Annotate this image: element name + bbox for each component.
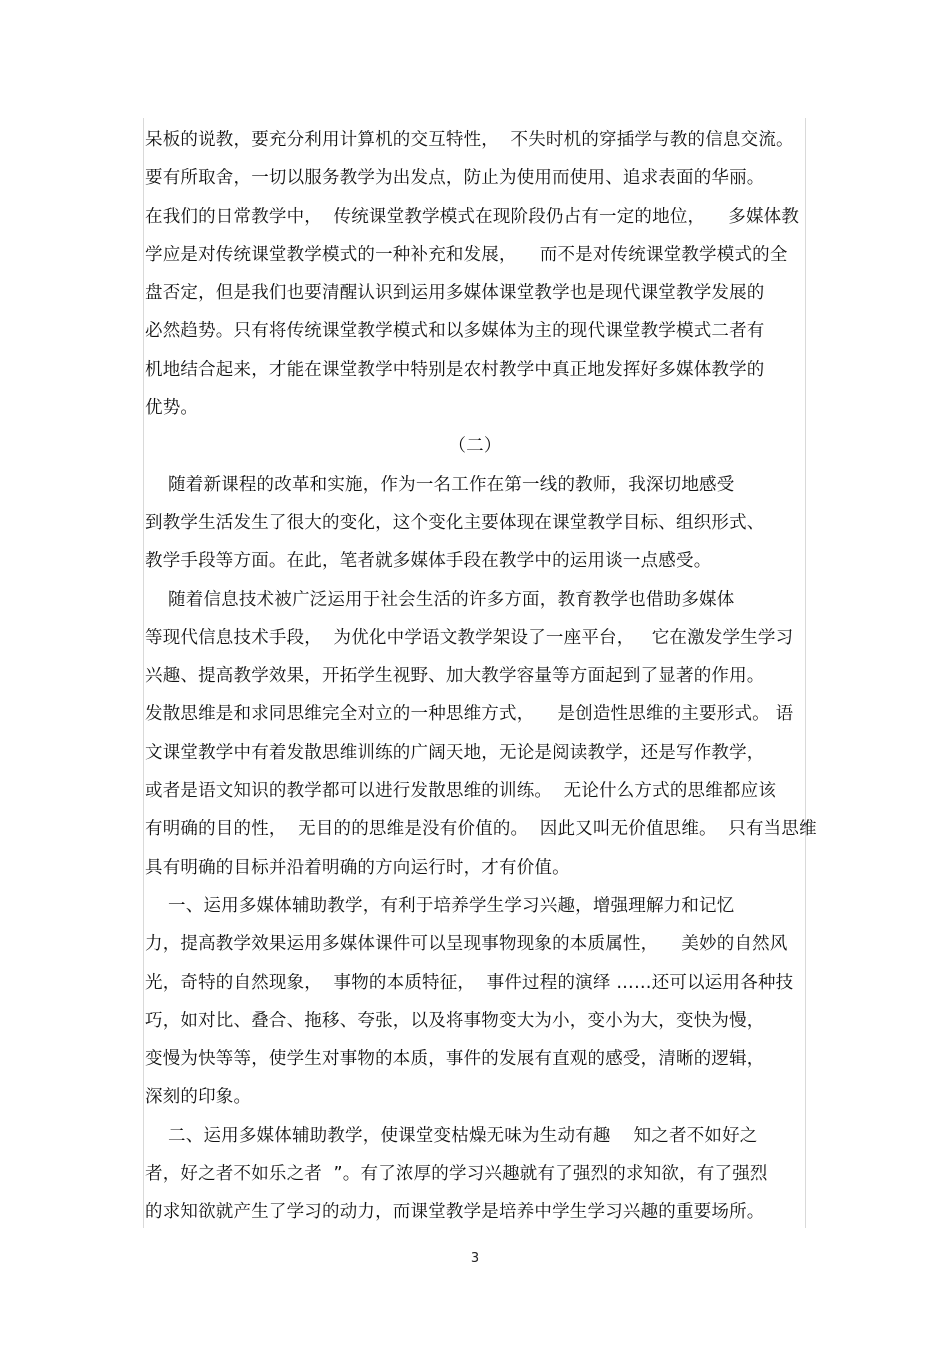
- text-line: 文课堂教学中有着发散思维训练的广阔天地，无论是阅读教学，还是写作教学，: [145, 742, 765, 763]
- text-line: 盘否定，但是我们也要清醒认识到运用多媒体课堂教学也是现代课堂教学发展的: [145, 283, 765, 304]
- text-line: 巧，如对比、叠合、拖移、夸张，以及将事物变大为小，变小为大，变快为慢，: [145, 1010, 765, 1031]
- text-line: 兴趣、提高教学效果，开拓学生视野、加大教学容量等方面起到了显著的作用。: [145, 666, 765, 687]
- text-line: 机地结合起来，才能在课堂教学中特别是农村教学中真正地发挥好多媒体教学的: [145, 359, 765, 380]
- page-number: 3: [470, 1251, 480, 1266]
- text-line: 二、运用多媒体辅助教学，使课堂变枯燥无味为生动有趣 知之者不如好之: [145, 1125, 758, 1146]
- text-line: 优势。: [145, 398, 199, 419]
- section-heading: （二）: [448, 436, 502, 457]
- text-line: 或者是语文知识的教学都可以进行发散思维的训练。 无论什么方式的思维都应该: [145, 781, 777, 802]
- text-line: 随着信息技术被广泛运用于社会生活的许多方面，教育教学也借助多媒体: [145, 589, 735, 610]
- text-line: 力，提高教学效果运用多媒体课件可以呈现事物现象的本质属性， 美妙的自然风: [145, 934, 788, 955]
- text-line: 者，好之者不如乐之者 ”。有了浓厚的学习兴趣就有了强烈的求知欲，有了强烈: [145, 1164, 768, 1185]
- text-line: 在我们的日常教学中， 传统课堂教学模式在现阶段仍占有一定的地位， 多媒体教: [145, 206, 800, 227]
- text-line: 有明确的目的性， 无目的的思维是没有价值的。 因此又叫无价值思维。 只有当思维: [145, 819, 817, 840]
- text-line: 发散思维是和求同思维完全对立的一种思维方式， 是创造性思维的主要形式。 语: [145, 704, 794, 725]
- text-line: 教学手段等方面。在此，笔者就多媒体手段在教学中的运用谈一点感受。: [145, 551, 712, 572]
- text-line: 深刻的印象。: [145, 1087, 252, 1108]
- text-line: 呆板的说教，要充分利用计算机的交互特性， 不失时机的穿插学与教的信息交流。: [145, 130, 794, 150]
- text-line: 一、运用多媒体辅助教学，有利于培养学生学习兴趣，增强理解力和记忆: [145, 895, 735, 916]
- text-line: 随着新课程的改革和实施，作为一名工作在第一线的教师，我深切地感受: [145, 474, 735, 495]
- text-line: 变慢为快等等，使学生对事物的本质，事件的发展有直观的感受，清晰的逻辑，: [145, 1049, 765, 1070]
- text-line: 光，奇特的自然现象， 事物的本质特征， 事件过程的演绎 ……还可以运用各种技: [145, 972, 794, 993]
- text-line: 的求知欲就产生了学习的动力，而课堂教学是培养中学生学习兴趣的重要场所。: [145, 1202, 765, 1223]
- text-line: 等现代信息技术手段， 为优化中学语文教学架设了一座平台， 它在激发学生学习: [145, 627, 794, 648]
- text-line: 具有明确的目标并沿着明确的方向运行时，才有价值。: [145, 857, 570, 878]
- document-body: [145, 121, 817, 1232]
- text-line: 要有所取舍，一切以服务教学为出发点，防止为使用而使用、追求表面的华丽。: [145, 168, 765, 189]
- text-line: 学应是对传统课堂教学模式的一种补充和发展， 而不是对传统课堂教学模式的全: [145, 244, 788, 265]
- text-line: 必然趋势。只有将传统课堂教学模式和以多媒体为主的现代课堂教学模式二者有: [145, 321, 765, 342]
- text-line: 到教学生活发生了很大的变化，这个变化主要体现在课堂教学目标、组织形式、: [145, 512, 765, 533]
